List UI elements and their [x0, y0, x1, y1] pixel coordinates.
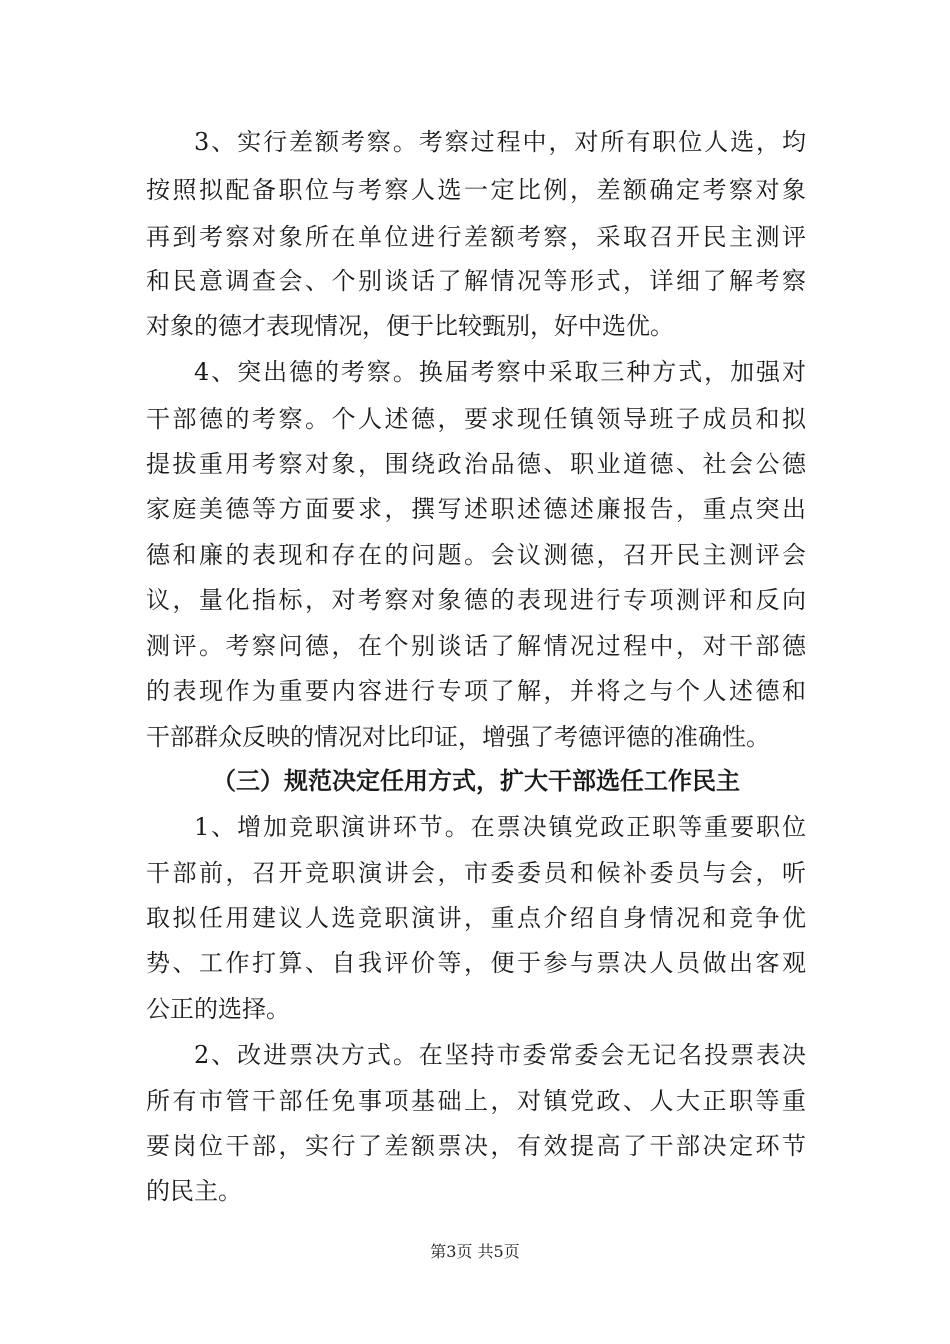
paragraph-1-line-2: 按照拟配备职位与考察人选一定比例，差额确定考察对象 [146, 176, 806, 204]
paragraph-2-line-9: 干部群众反映的情况对比印证，增强了考德评德的准确性。 [146, 723, 770, 751]
paragraph-2-line-2: 干部德的考察。个人述德，要求现任镇领导班子成员和拟 [146, 405, 806, 433]
paragraph-2-line-8: 的表现作为重要内容进行专项了解，并将之与个人述德和 [146, 677, 806, 705]
paragraph-1-line-1: 3、实行差额考察。考察过程中，对所有职位人选，均 [194, 128, 806, 156]
paragraph-2-line-4: 家庭美德等方面要求，撰写述职述德述廉报告，重点突出 [146, 495, 806, 523]
paragraph-1-line-4: 和民意调查会、个别谈话了解情况等形式，详细了解考察 [146, 267, 806, 295]
paragraph-2-line-7: 测评。考察问德，在个别谈话了解情况过程中，对干部德 [146, 632, 806, 660]
paragraph-3-line-5: 公正的选择。 [146, 995, 290, 1023]
paragraph-4-line-3: 要岗位干部，实行了差额票决，有效提高了干部决定环节 [146, 1132, 806, 1160]
paragraph-3-line-3: 取拟任用建议人选竞职演讲，重点介绍自身情况和竞争优 [146, 904, 806, 932]
paragraph-1-line-5: 对象的德才表现情况，便于比较甄别，好中选优。 [146, 312, 674, 340]
paragraph-4-line-4: 的民主。 [146, 1177, 242, 1205]
paragraph-4-line-1: 2、改进票决方式。在坚持市委常委会无记名投票表决 [194, 1041, 806, 1069]
paragraph-2-line-5: 德和廉的表现和存在的问题。会议测德，召开民主测评会 [146, 541, 806, 569]
paragraph-1-line-3: 再到考察对象所在单位进行差额考察，采取召开民主测评 [146, 223, 806, 251]
paragraph-3-line-1: 1、增加竞职演讲环节。在票决镇党政正职等重要职位 [194, 813, 806, 841]
paragraph-3-line-2: 干部前，召开竞职演讲会，市委委员和候补委员与会，听 [146, 859, 806, 887]
paragraph-2-line-3: 提拔重用考察对象，围绕政治品德、职业道德、社会公德 [146, 450, 806, 478]
paragraph-3-line-4: 势、工作打算、自我评价等，便于参与票决人员做出客观 [146, 949, 806, 977]
page-number-footer: 第3页 共5页 [430, 1242, 520, 1261]
section-heading: （三）规范决定任用方式，扩大干部选任工作民主 [212, 767, 740, 795]
paragraph-2-line-6: 议，量化指标，对考察对象德的表现进行专项测评和反向 [146, 586, 806, 614]
paragraph-4-line-2: 所有市管干部任免事项基础上，对镇党政、人大正职等重 [146, 1087, 806, 1115]
paragraph-2-line-1: 4、突出德的考察。换届考察中采取三种方式，加强对 [194, 358, 806, 386]
